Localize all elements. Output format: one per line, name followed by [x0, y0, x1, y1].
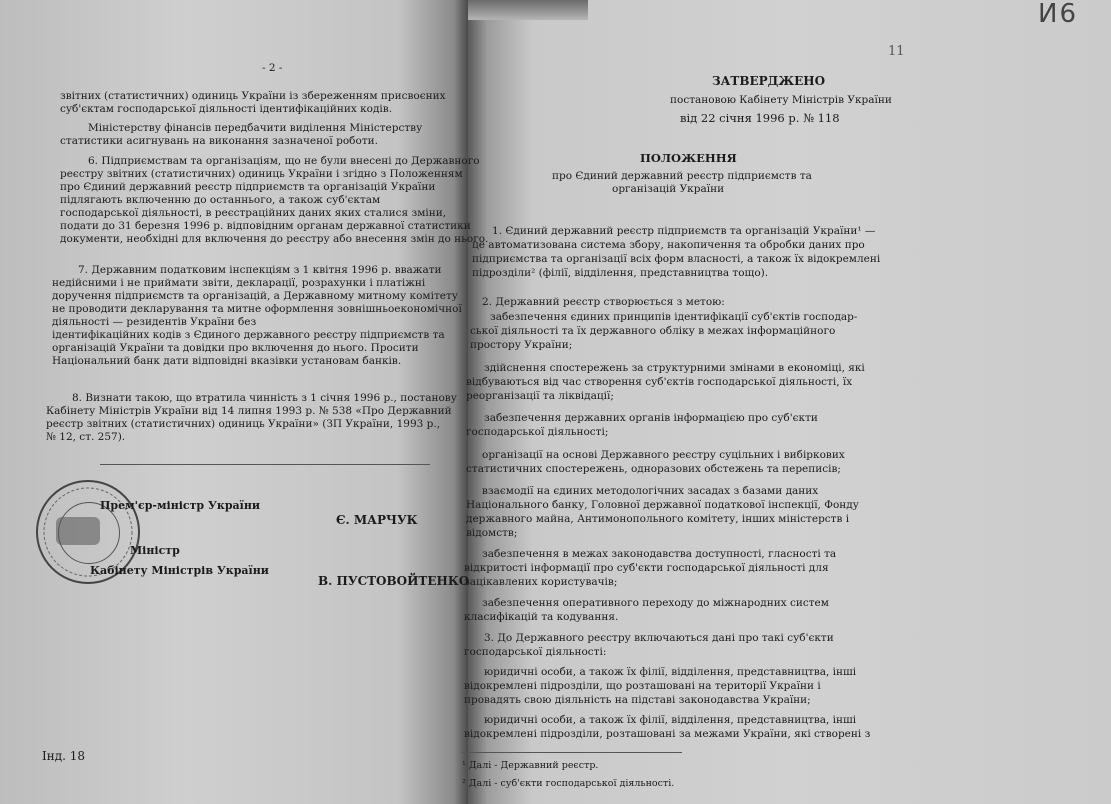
right-text-line: відбуваються від час створення суб'єктів господарської діяльності, їх: [466, 376, 853, 388]
minister-title2: Кабінету Міністрів України: [90, 564, 269, 577]
right-text-line: забезпечення в межах законодавства доступності, гласності та: [482, 548, 837, 560]
right-text-line: підприємства та організації всіх форм власності, а також їх відокремлені: [472, 253, 881, 265]
minister-title: Міністр: [130, 544, 180, 557]
left-text-line: подати до 31 березня 1996 р. відповідним органам державної статистики: [60, 220, 471, 232]
left-text-line: 7. Державним податковим інспекціям з 1 квітня 1996 р. вважати: [78, 264, 442, 276]
right-text-line: забезпечення державних органів інформацією про суб'єкти: [484, 412, 818, 424]
footnote: ¹ Далі - Державний реєстр.: [462, 760, 599, 771]
approval-line2: від 22 січня 1996 р. № 118: [680, 111, 840, 125]
handwritten-note: И6: [1038, 0, 1078, 29]
left-text-line: 6. Підприємствам та організаціям, що не були внесені до Державного: [88, 155, 480, 167]
left-text-line: про Єдиний державний реєстр підприємств та організацій України: [60, 181, 436, 193]
right-text-line: забезпечення оперативного переходу до міжнародних систем: [482, 597, 829, 609]
separator-line: [100, 464, 430, 465]
right-text-line: державного майна, Антимонопольного комітету, інших міністерств і: [466, 513, 850, 525]
left-text-line: Національний банк дати відповідні вказівки установам банків.: [52, 355, 402, 367]
right-text-line: простору України;: [470, 339, 573, 351]
left-text-line: не проводити декларування та митне оформлення зовнішньоекономічної: [52, 303, 462, 315]
right-text-line: класифікацій та кодування.: [464, 611, 619, 623]
right-text-line: 3. До Державного реєстру включаються дані про такі суб'єкти: [484, 632, 834, 644]
right-text-line: ської діяльності та їх державного обліку в межах інформаційного: [470, 325, 836, 337]
left-text-line: документи, необхідні для включення до реєстру або внесення змін до нього.: [60, 233, 489, 245]
approval-title: ЗАТВЕРДЖЕНО: [712, 74, 826, 88]
left-text-line: організацій України та довідки про включення до нього. Просити: [52, 342, 419, 354]
left-text-line: реєстру звітних (статистичних) одиниць України і згідно з Положенням: [60, 168, 463, 180]
right-text-line: відомств;: [466, 527, 518, 539]
left-text-line: ідентифікаційних кодів з Єдиного державного реєстру підприємств та: [52, 329, 445, 341]
right-text-line: відокремлені підрозділи, що розташовані на території України і: [464, 680, 821, 692]
index-label: Інд. 18: [42, 749, 86, 763]
left-text-line: діяльності — резидентів України без: [52, 316, 257, 328]
right-text-line: юридичні особи, а також їх філії, відділення, представництва, інші: [484, 714, 857, 726]
left-text-line: доручення підприємств та організацій, а Державному митному комітету: [52, 290, 458, 302]
right-text-line: здійснення спостережень за структурними змінами в економіці, які: [484, 362, 865, 374]
doc-subtitle: організацій України: [612, 183, 725, 195]
left-text-line: Кабінету Міністрів України від 14 липня 1993 р. № 538 «Про Державний: [46, 405, 452, 417]
right-text-line: статистичних спостережень, одноразових обстежень та переписів;: [466, 463, 841, 475]
right-text-line: відкритості інформації про суб'єкти господарської діяльності для: [464, 562, 829, 574]
right-text-line: Національного банку, Головної державної податкової інспекції, Фонду: [466, 499, 859, 511]
right-text-line: взаємодії на єдиних методологічних засадах з базами даних: [482, 485, 819, 497]
footnote-separator: [462, 752, 682, 753]
left-page-number: - 2 -: [262, 62, 283, 74]
approval-line1: постановою Кабінету Міністрів України: [670, 94, 892, 106]
right-text-line: реорганізації та ліквідації;: [466, 390, 614, 402]
right-text-line: організації на основі Державного реєстру суцільних і вибіркових: [482, 449, 845, 461]
left-text-line: Міністерству фінансів передбачити виділення Міністерству: [88, 122, 423, 134]
right-text-line: підрозділи² (філії, відділення, представництва тощо).: [472, 267, 769, 279]
doc-subtitle: про Єдиний державний реєстр підприємств та: [552, 170, 812, 182]
right-text-line: це автоматизована система збору, накопичення та обробки даних про: [472, 239, 865, 251]
left-text-line: підлягають включенню до останнього, а також суб'єктам: [60, 194, 381, 206]
right-text-line: господарської діяльності;: [466, 426, 609, 438]
left-text-line: суб'єктам господарської діяльності ідентифікаційних кодів.: [60, 103, 393, 115]
minister-name: В. ПУСТОВОЙТЕНКО: [318, 574, 470, 588]
right-text-line: 2. Державний реєстр створюється з метою:: [482, 296, 725, 308]
page-edge-shadow: [468, 0, 588, 20]
right-text-line: юридичні особи, а також їх філії, відділення, представництва, інші: [484, 666, 857, 678]
right-text-line: провадять свою діяльність на підставі законодавства України;: [464, 694, 811, 706]
left-text-line: господарської діяльності, в реєстраційних даних яких сталися зміни,: [60, 207, 447, 219]
left-text-line: реєстр звітних (статистичних) одиниць України» (ЗП України, 1993 р.,: [46, 418, 441, 430]
doc-title: ПОЛОЖЕННЯ: [640, 151, 737, 165]
page-mark: 11: [888, 44, 905, 59]
right-text-line: відокремлені підрозділи, розташовані за межами України, які створені з: [464, 728, 871, 740]
right-text-line: 1. Єдиний державний реєстр підприємств та організацій України¹ —: [492, 225, 876, 237]
left-text-line: 8. Визнати такою, що втратила чинність з 1 січня 1996 р., постанову: [72, 392, 457, 404]
right-text-line: господарської діяльності:: [464, 646, 607, 658]
left-text-line: № 12, ст. 257).: [46, 431, 126, 443]
right-text-line: забезпечення єдиних принципів ідентифікації суб'єктів господар-: [490, 311, 858, 323]
footnote: ² Далі - суб'єкти господарської діяльності.: [462, 778, 675, 789]
pm-name: Є. МАРЧУК: [336, 513, 418, 527]
right-text-line: зацікавлених користувачів;: [464, 576, 618, 588]
left-text-line: недійсними і не приймати звіти, декларації, розрахунки і платіжні: [52, 277, 426, 289]
left-text-line: звітних (статистичних) одиниць України із збереженням присвоєних: [60, 90, 446, 102]
pm-title: Прем'єр-міністр України: [100, 499, 261, 512]
left-text-line: статистики асигнувань на виконання зазначеної роботи.: [60, 135, 378, 147]
